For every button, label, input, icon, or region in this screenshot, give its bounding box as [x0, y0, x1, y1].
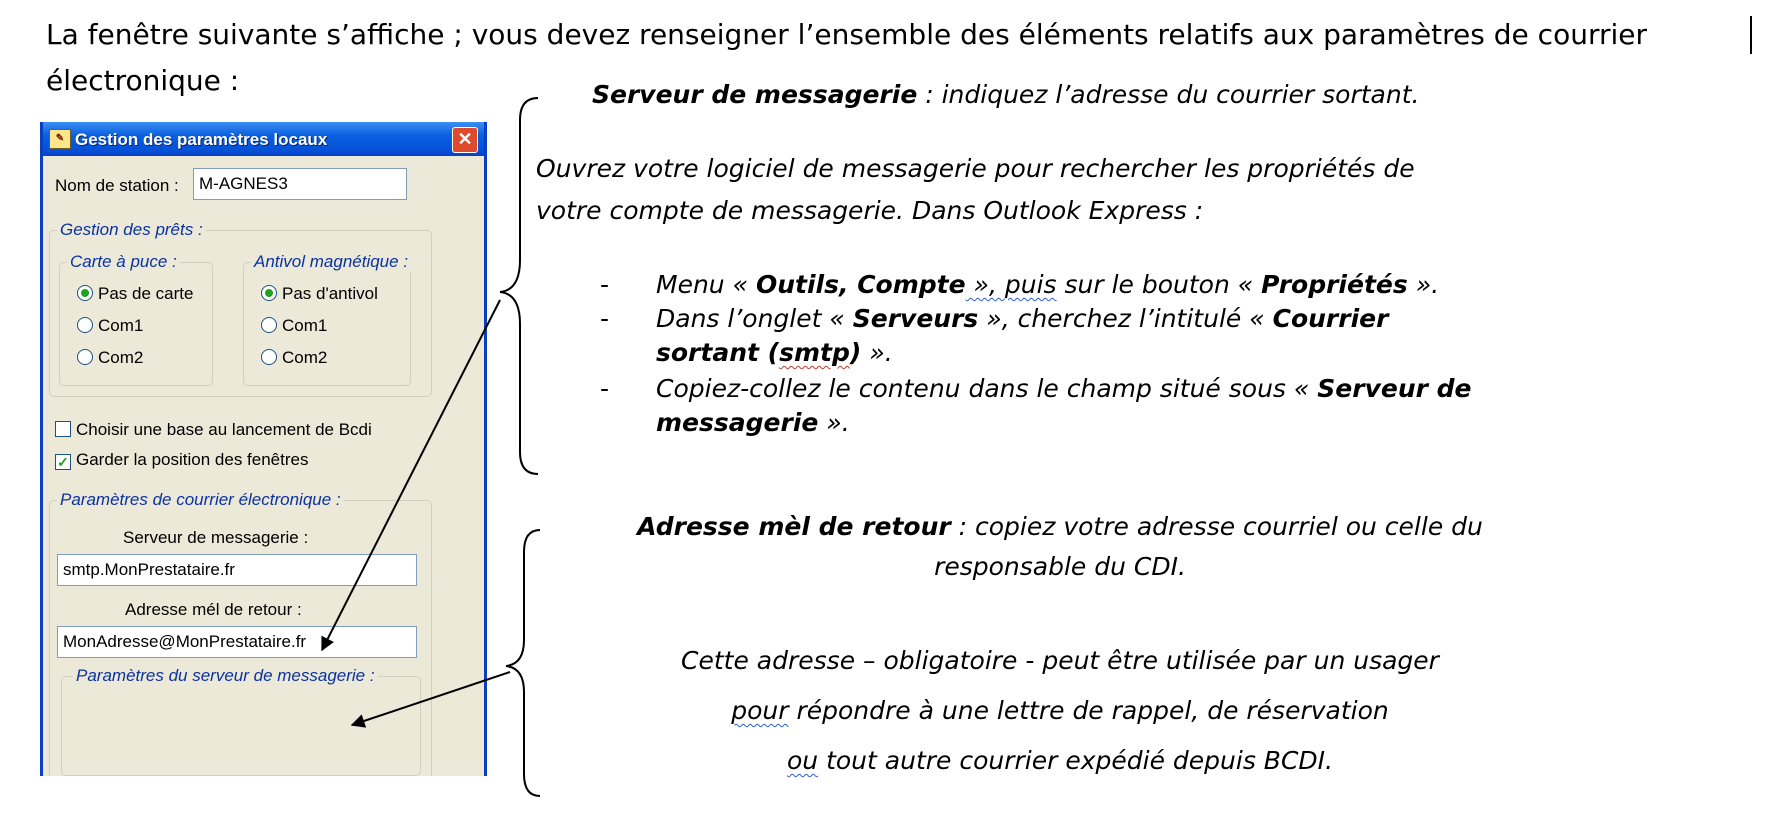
radio-label: Com2 — [98, 348, 144, 367]
address-line-1: Cette adresse – obligatoire - peut être utilisée par un usager — [681, 646, 1439, 675]
return-note-title: Adresse mèl de retour — [637, 512, 951, 541]
server-note-title: Serveur de messagerie — [592, 80, 918, 109]
text: ou — [787, 746, 819, 775]
smartcard-group-label: Carte à puce : — [67, 252, 180, 272]
bullet-dash-2: - — [600, 304, 610, 333]
server-label: Serveur de messagerie : — [123, 528, 309, 547]
bold-text: sortant ( — [656, 338, 780, 367]
bold-text: Courrier — [1272, 304, 1389, 333]
text: tout autre courrier expédié depuis BCDI. — [818, 746, 1333, 775]
text: puis — [1004, 270, 1057, 299]
text: », cherchez l’intitulé « — [978, 304, 1273, 333]
intro-line-1: La fenêtre suivante s’affiche ; vous devez renseigner l’ensemble des éléments relatifs aux paramètres de courrier — [46, 18, 1647, 51]
text: : copiez votre adresse courriel ou celle du — [950, 512, 1483, 541]
return-note-line-2: responsable du CDI. — [934, 552, 1186, 581]
text: pour — [731, 696, 789, 725]
bold-text: ) — [849, 338, 862, 367]
app-icon: ✎ — [49, 129, 71, 149]
arrow-to-server-field — [322, 300, 500, 650]
return-address-input[interactable]: MonAdresse@MonPrestataire.fr — [57, 626, 417, 658]
radio-label: Pas de carte — [98, 284, 194, 303]
bold-text: smtp — [779, 338, 850, 367]
text: ». — [1407, 270, 1440, 299]
bold-text: messagerie — [656, 408, 819, 437]
mail-server-input[interactable]: smtp.MonPrestataire.fr — [57, 554, 417, 586]
text: ». — [861, 338, 893, 367]
server-note-text: : indiquez l’adresse du courrier sortant. — [917, 80, 1420, 109]
email-group-label: Paramètres de courrier électronique : — [57, 490, 344, 510]
brace-bottom — [506, 530, 540, 796]
close-button[interactable]: ✕ — [452, 127, 478, 153]
bullet-dash-3: - — [600, 374, 610, 403]
text: sur le bouton « — [1056, 270, 1262, 299]
checkbox-label: Choisir une base au lancement de Bcdi — [76, 420, 372, 439]
radio-label: Pas d'antivol — [282, 284, 378, 303]
bullet-dash-1: - — [600, 270, 610, 299]
return-address-label: Adresse mél de retour : — [125, 600, 302, 619]
bold-text: Serveur de — [1317, 374, 1472, 403]
dialog-title: Gestion des paramètres locaux — [75, 130, 328, 149]
radio-label: Com2 — [282, 348, 328, 367]
text: ». — [818, 408, 850, 437]
text: Copiez-collez le contenu dans le champ situé sous « — [656, 374, 1318, 403]
bold-text: Serveurs — [852, 304, 979, 333]
checkbox-label: Garder la position des fenêtres — [76, 450, 309, 469]
intro-line-2: électronique : — [46, 64, 240, 97]
radio-label: Com1 — [98, 316, 144, 335]
text: », — [965, 270, 1005, 299]
text: Menu « — [656, 270, 756, 299]
open-software-line-1: Ouvrez votre logiciel de messagerie pour rechercher les propriétés de — [536, 154, 1415, 183]
loans-group-label: Gestion des prêts : — [57, 220, 206, 240]
text: répondre à une lettre de rappel, de réservation — [788, 696, 1389, 725]
station-label: Nom de station : — [55, 176, 179, 195]
radio-label: Com1 — [282, 316, 328, 335]
server-params-group-label: Paramètres du serveur de messagerie : — [73, 666, 378, 686]
text: Dans l’onglet « — [656, 304, 853, 333]
arrow-to-return-field — [352, 672, 510, 725]
bold-text: Propriétés — [1261, 270, 1408, 299]
brace-top — [500, 98, 538, 474]
checkbox-checked-icon: ✓ — [55, 454, 71, 470]
station-name-input[interactable]: M-AGNES3 — [193, 168, 407, 200]
open-software-line-2: votre compte de messagerie. Dans Outlook Express : — [536, 196, 1204, 225]
bold-text: Outils, Compte — [755, 270, 966, 299]
antitheft-group-label: Antivol magnétique : — [251, 252, 411, 272]
